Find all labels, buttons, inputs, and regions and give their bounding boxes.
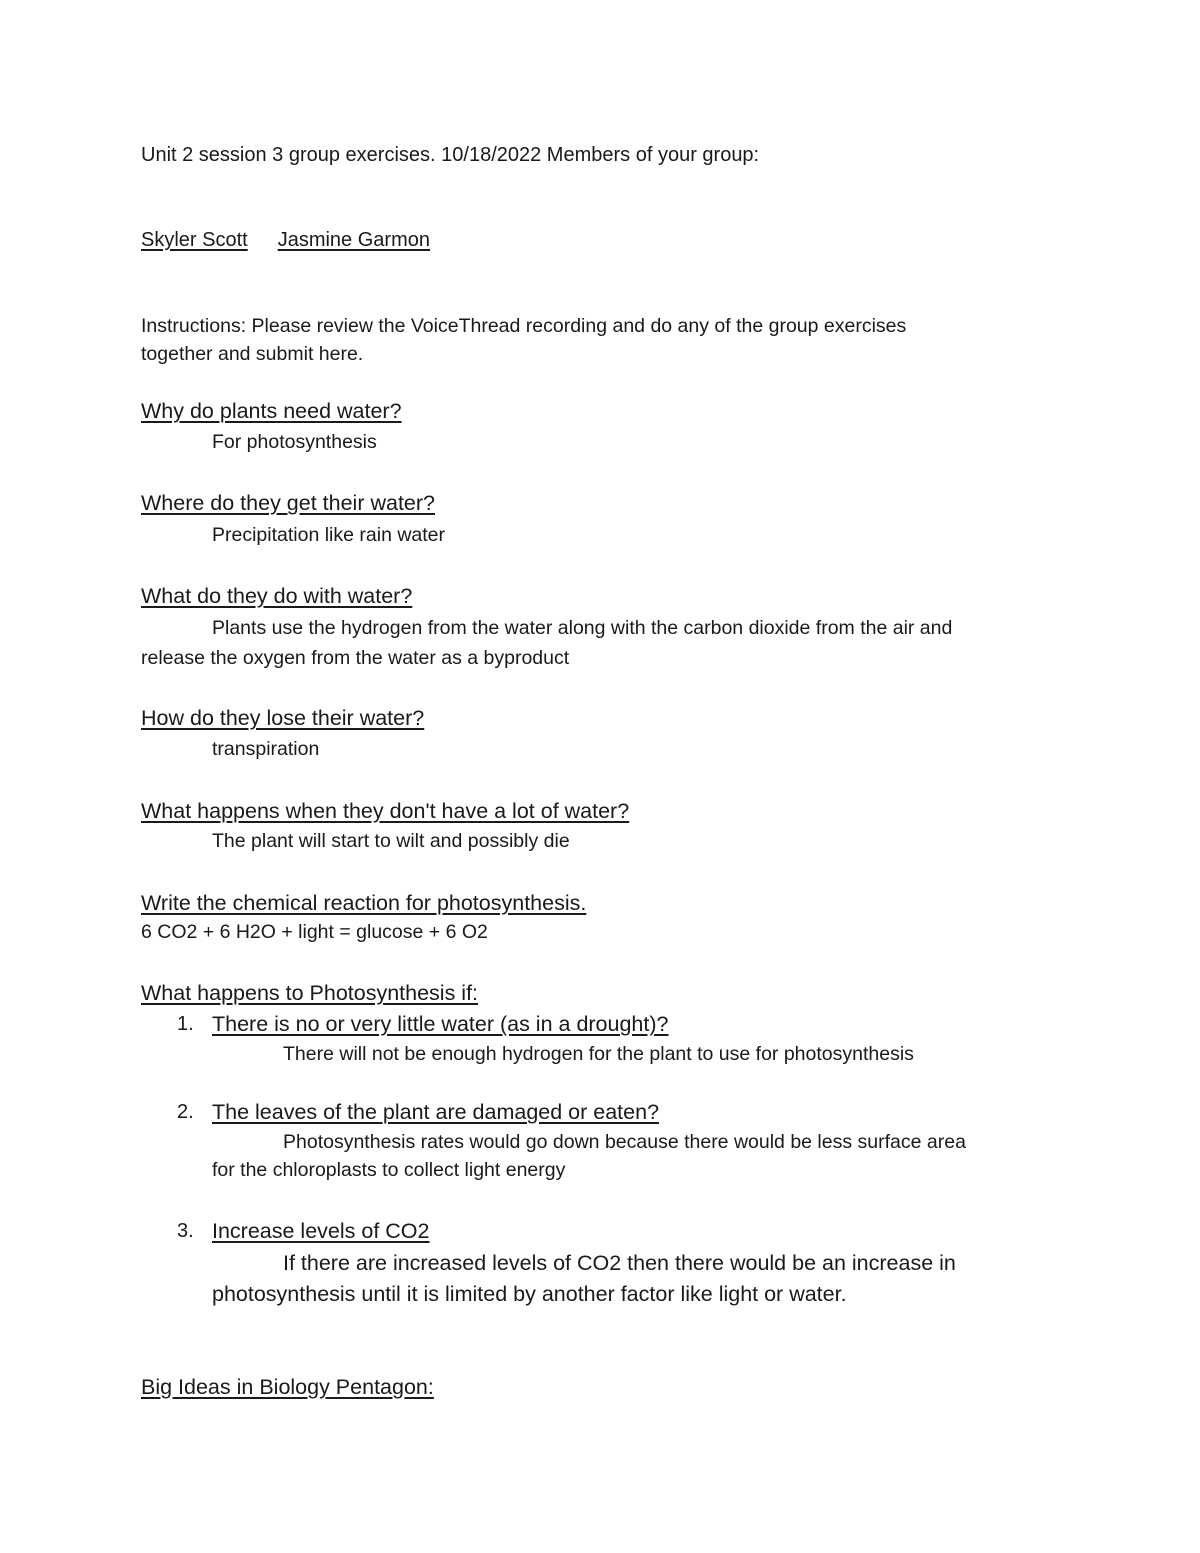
question-heading: What happens when they don't have a lot of water? xyxy=(141,799,630,823)
answer-text: If there are increased levels of CO2 then there would be an increase in xyxy=(283,1251,956,1275)
question-heading: How do they lose their water? xyxy=(141,706,425,730)
list-number: 3. xyxy=(177,1220,194,1242)
answer-text: Precipitation like rain water xyxy=(212,524,446,546)
instructions-line: together and submit here. xyxy=(141,343,364,365)
answer-text: release the oxygen from the water as a byproduct xyxy=(141,647,570,669)
list-number: 1. xyxy=(177,1013,194,1035)
answer-text: There will not be enough hydrogen for the plant to use for photosynthesis xyxy=(283,1043,914,1065)
question-heading: Why do plants need water? xyxy=(141,399,402,423)
group-members xyxy=(141,226,430,254)
answer-text: photosynthesis until it is limited by another factor like light or water. xyxy=(212,1282,847,1306)
answer-text: for the chloroplasts to collect light energy xyxy=(212,1159,566,1181)
answer-text: The plant will start to wilt and possibly die xyxy=(212,830,570,852)
list-number: 2. xyxy=(177,1101,194,1123)
question-heading: Where do they get their water? xyxy=(141,491,435,515)
question-heading: Write the chemical reaction for photosynthesis. xyxy=(141,891,587,915)
member-name: Skyler Scott xyxy=(141,229,248,251)
question-heading: What do they do with water? xyxy=(141,584,413,608)
answer-text: transpiration xyxy=(212,738,320,760)
answer-text: Photosynthesis rates would go down because there would be less surface area xyxy=(283,1131,966,1153)
list-item-question: Increase levels of CO2 xyxy=(212,1219,430,1243)
section-heading: Big Ideas in Biology Pentagon: xyxy=(141,1375,434,1399)
section-heading: What happens to Photosynthesis if: xyxy=(141,981,479,1005)
instructions-line: Instructions: Please review the VoiceThread recording and do any of the group exercises xyxy=(141,315,907,337)
answer-text: Plants use the hydrogen from the water along with the carbon dioxide from the air and xyxy=(212,617,953,639)
list-item-question: The leaves of the plant are damaged or eaten? xyxy=(212,1100,660,1124)
chemical-equation: 6 CO2 + 6 H2O + light = glucose + 6 O2 xyxy=(141,921,488,943)
list-item-question: There is no or very little water (as in a drought)? xyxy=(212,1012,669,1036)
document-title-line: Unit 2 session 3 group exercises. 10/18/2022 Members of your group: xyxy=(141,144,760,166)
member-name: Jasmine Garmon xyxy=(277,229,430,251)
answer-text: For photosynthesis xyxy=(212,431,377,453)
